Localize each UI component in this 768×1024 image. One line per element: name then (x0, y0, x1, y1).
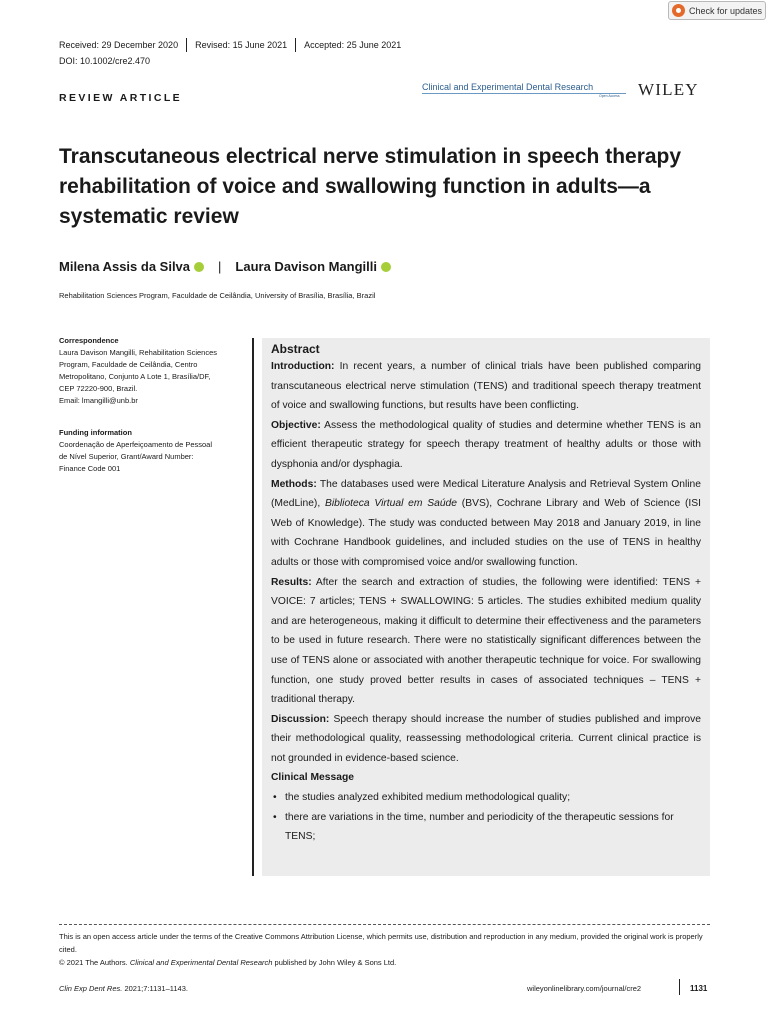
bullet-icon: • (273, 792, 277, 804)
doi[interactable]: DOI: 10.1002/cre2.470 (59, 56, 151, 66)
section-text: The databases used were Medical Literature Analysis and Retrieval System Online (MedLine), (271, 478, 701, 510)
author-name[interactable]: Milena Assis da Silva (59, 259, 191, 274)
abstract-results (271, 573, 701, 710)
funding-line: de Nível Superior, Grant/Award Number: (59, 452, 194, 461)
abstract-objective (271, 416, 701, 475)
author-list (59, 259, 391, 274)
copyright-suffix: published by John Wiley & Sons Ltd. (272, 958, 397, 967)
orcid-icon[interactable] (194, 262, 204, 272)
author-name[interactable]: Laura Davison Mangilli (235, 259, 378, 274)
correspondence-line: Metropolitano, Conjunto A Lote 1, Brasília/DF, (59, 372, 211, 381)
citation (59, 984, 188, 993)
copyright-prefix: © 2021 The Authors. (59, 958, 130, 967)
abstract-introduction (271, 357, 701, 416)
abstract-box (262, 338, 710, 876)
section-text: Assess the methodological quality of studies and determine whether TENS is an efficient therapeutic strategy for speech therapy treatment of healthy adults or those with dysphonia and/or dysphagia. (271, 419, 701, 470)
author-separator: | (218, 259, 222, 274)
article-dates (59, 38, 401, 52)
section-text: In recent years, a number of clinical trials have been published comparing transcutaneous electrical nerve stimulation (TENS) and traditional speech therapy treatment of voice and swallowing functions, but results have been conflicting. (271, 361, 701, 412)
correspondence-heading: Correspondence (59, 336, 119, 345)
publisher-logo[interactable]: WILEY (638, 80, 699, 99)
license-line: This is an open access article under the terms of the Creative Commons Attribution License, which permits use, distribution and reproduction in any medium, provided the original work is properly cited. (59, 932, 703, 954)
check-for-updates-button[interactable] (668, 1, 766, 20)
citation-details: 2021;7:1131–1143. (122, 984, 188, 993)
funding-heading: Funding information (59, 428, 132, 437)
citation-journal: Clin Exp Dent Res. (59, 984, 123, 993)
clinical-message-list (271, 788, 701, 847)
funding-line: Coordenação de Aperfeiçoamento de Pessoal (59, 440, 213, 449)
list-item (271, 808, 701, 847)
column-divider (252, 338, 254, 876)
received-date: Received: 29 December 2020 (59, 40, 179, 50)
revised-date: Revised: 15 June 2021 (195, 40, 288, 50)
date-divider (295, 38, 296, 52)
check-for-updates-label: Check for updates (689, 5, 763, 16)
open-access-label: Open Access (599, 94, 620, 98)
list-item (271, 788, 701, 808)
update-badge-icon (672, 4, 685, 17)
section-text: (BVS), Cochrane Library and Web of Science (ISI Web of Knowledge). The study was conducted between May 2018 and January 2019, in line with Cochrane Handbook guidelines, and included studies on the use of TENS in healthy adults or those with compromised voice and/or swallowing function. (271, 498, 701, 568)
correspondence-email[interactable]: Email: lmangilli@unb.br (59, 396, 138, 405)
correspondence-block (59, 335, 249, 407)
section-label: Methods: (271, 478, 317, 490)
list-item-text: the studies analyzed exhibited medium methodological quality; (285, 792, 571, 804)
section-label: Objective: (271, 419, 321, 431)
journal-url[interactable]: wileyonlinelibrary.com/journal/cre2 (527, 984, 642, 993)
section-text: After the search and extraction of studies, the following were identified: TENS + VOICE: 7 articles; TENS + SWALLOWING: 5 articles. The studies exhibited medium quality and are heterogeneous, making it difficult to determine their effectiveness and the parameters to be used in future research. There were no statistically significant differences between the use of TENS alone or associated with another therapeutic technique for voice. For swallowing function, one study proved better results in cases of associated techniques – TENS + traditional therapy. (271, 576, 701, 706)
clinical-message-heading: Clinical Message (271, 772, 354, 784)
bullet-icon: • (273, 811, 277, 823)
copyright-journal: Clinical and Experimental Dental Research (129, 958, 273, 967)
journal-logo[interactable]: Clinical and Experimental Dental Research (422, 82, 594, 92)
section-text: Speech therapy should increase the number of studies published and improve their methodological quality, reassessing methodological criteria. Current clinical practice is not grounded in evidence-based science. (271, 713, 701, 764)
license-notice (59, 930, 710, 969)
affiliation: Rehabilitation Sciences Program, Faculdade de Ceilândia, University of Brasília, Brasília, Brazil (59, 291, 376, 300)
correspondence-line: Program, Faculdade de Ceilândia, Centro (59, 360, 198, 369)
copyright-line (59, 956, 710, 969)
abstract-methods (271, 475, 701, 573)
funding-line: Finance Code 001 (59, 464, 121, 473)
accepted-date: Accepted: 25 June 2021 (304, 40, 402, 50)
section-label: Discussion: (271, 713, 330, 725)
footer-divider (59, 924, 710, 925)
article-type: REVIEW ARTICLE (59, 92, 183, 104)
orcid-icon[interactable] (381, 262, 391, 272)
funding-block (59, 427, 249, 475)
correspondence-line: CEP 72220-900, Brazil. (59, 384, 138, 393)
section-label: Results: (271, 576, 312, 588)
date-divider (186, 38, 187, 52)
list-item-text: there are variations in the time, number and periodicity of the therapeutic sessions for TENS; (285, 811, 674, 843)
journal-logo-underline (422, 93, 626, 94)
correspondence-line: Laura Davison Mangilli, Rehabilitation Sciences (59, 348, 218, 357)
abstract-discussion (271, 710, 701, 769)
footer-separator (679, 979, 680, 995)
article-title: Transcutaneous electrical nerve stimulation in speech therapy rehabilitation of voice and swallowing function in adults—a systematic review (59, 145, 682, 228)
section-label: Introduction: (271, 361, 335, 372)
page-number: 1131 (690, 984, 708, 993)
abstract-heading: Abstract (271, 342, 320, 356)
section-text-italic: Biblioteca Virtual em Saúde (324, 498, 458, 510)
